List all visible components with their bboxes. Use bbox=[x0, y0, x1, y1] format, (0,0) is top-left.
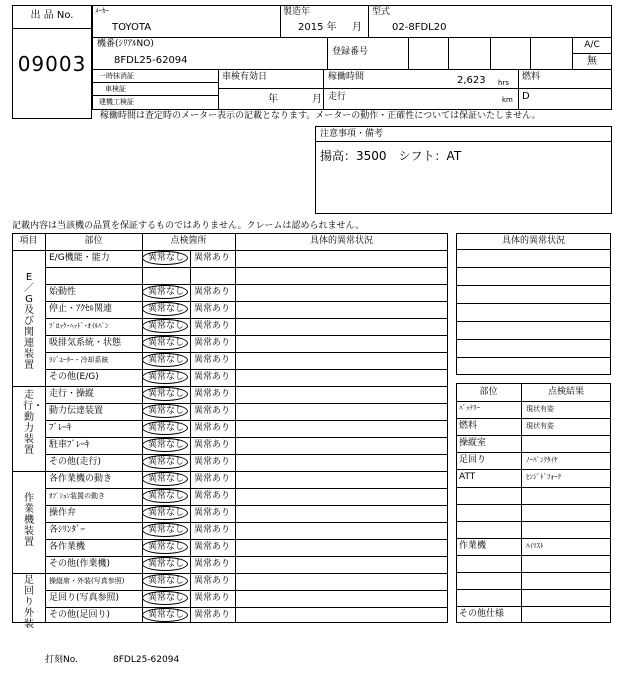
row-part-label: 操縦席・外装(写真参照) bbox=[49, 577, 125, 585]
table-row bbox=[45, 556, 448, 573]
table-row bbox=[45, 284, 448, 301]
row-part-label: E/G機能・能力 bbox=[49, 253, 110, 263]
serial-value: 8FDL25-62094 bbox=[114, 55, 188, 66]
result-part-label: 操縦室 bbox=[459, 438, 487, 449]
remarks-box bbox=[315, 126, 612, 214]
table-row bbox=[45, 386, 448, 403]
option-abnormal[interactable]: 異常あり bbox=[194, 287, 231, 297]
right-detail-table bbox=[456, 233, 611, 375]
vehicle-header bbox=[0, 0, 640, 125]
result-part-label: その他仕様 bbox=[459, 609, 505, 620]
row-part-label: ﾌﾞﾛｯｸ･ﾍｯﾄﾞ･ｵｲﾙﾊﾟﾝ bbox=[49, 322, 109, 330]
year-label: 製造年 bbox=[283, 7, 311, 17]
table-row bbox=[45, 590, 448, 607]
table-row bbox=[45, 454, 448, 471]
header-part: 部位 bbox=[84, 236, 103, 246]
option-abnormal[interactable]: 異常あり bbox=[194, 338, 231, 348]
table-row bbox=[45, 420, 448, 437]
row-part-label: その他(E/G) bbox=[49, 372, 99, 382]
inspection-year: 年 bbox=[268, 94, 278, 105]
option-normal[interactable]: 異常なし bbox=[148, 389, 185, 399]
meter-note: 稼働時間は査定時のメーター表示の記載となります。メーターの動作・正確性については保証いたしません。 bbox=[100, 111, 541, 121]
option-abnormal[interactable]: 異常あり bbox=[194, 321, 231, 331]
result-row bbox=[456, 555, 611, 572]
option-normal[interactable]: 異常なし bbox=[148, 440, 185, 450]
result-row bbox=[456, 606, 611, 623]
stamp-value: 8FDL25-62094 bbox=[113, 655, 180, 665]
cert-label-inspection: 車検証 bbox=[105, 85, 126, 93]
table-row bbox=[45, 573, 448, 590]
result-row bbox=[456, 589, 611, 606]
row-part-label: 始動性 bbox=[49, 287, 77, 297]
option-abnormal[interactable]: 異常あり bbox=[194, 525, 231, 535]
option-abnormal[interactable]: 異常あり bbox=[194, 372, 231, 382]
option-normal[interactable]: 異常なし bbox=[148, 338, 185, 348]
option-normal[interactable]: 異常なし bbox=[148, 253, 185, 263]
right-part-header: 部位 bbox=[479, 387, 498, 397]
result-value: 現状有姿 bbox=[526, 422, 554, 431]
option-abnormal[interactable]: 異常あり bbox=[194, 593, 231, 603]
hours-unit: hrs bbox=[498, 79, 509, 87]
result-part-label: 足回り bbox=[459, 455, 487, 466]
group-work: 作業機装置 bbox=[24, 493, 34, 548]
result-row bbox=[456, 452, 611, 469]
row-part-label: ﾗｼﾞｴｰﾀｰ・冷却系統 bbox=[49, 356, 109, 364]
mileage-label: 走行 bbox=[328, 92, 347, 102]
option-abnormal[interactable]: 異常あり bbox=[194, 457, 231, 467]
group-engine: E／G及び関連装置 bbox=[24, 272, 34, 371]
model-label: 型式 bbox=[372, 7, 391, 17]
result-row bbox=[456, 572, 611, 589]
option-abnormal[interactable]: 異常あり bbox=[194, 542, 231, 552]
option-normal[interactable]: 異常なし bbox=[148, 542, 185, 552]
result-row bbox=[456, 401, 611, 418]
table-row bbox=[45, 607, 448, 624]
row-part-label: 停止・ｱｸｾﾙ関連 bbox=[49, 304, 113, 314]
registration-label: 登録番号 bbox=[332, 47, 369, 57]
option-abnormal[interactable]: 異常あり bbox=[194, 559, 231, 569]
ac-label: A/C bbox=[584, 40, 600, 50]
row-part-label: ﾌﾞﾚｰｷ bbox=[49, 423, 72, 433]
row-part-label: 各ｼﾘﾝﾀﾞｰ bbox=[49, 525, 86, 535]
table-row bbox=[45, 522, 448, 539]
option-abnormal[interactable]: 異常あり bbox=[194, 423, 231, 433]
option-abnormal[interactable]: 異常あり bbox=[194, 576, 231, 586]
table-row bbox=[45, 267, 448, 284]
group-undercarriage: 足回り外装 bbox=[24, 575, 34, 630]
option-normal[interactable]: 異常なし bbox=[148, 559, 185, 569]
table-row bbox=[45, 437, 448, 454]
right-detail-header: 具体的異常状況 bbox=[501, 236, 565, 246]
fuel-label: 燃料 bbox=[522, 72, 541, 82]
result-part-label: ATT bbox=[459, 472, 476, 483]
result-row bbox=[456, 418, 611, 435]
table-row bbox=[45, 471, 448, 488]
maker-label: ﾒｰｶｰ bbox=[95, 7, 109, 15]
row-part-label: 各作業機 bbox=[49, 542, 86, 552]
option-abnormal[interactable]: 異常あり bbox=[194, 440, 231, 450]
lot-number: 09003 bbox=[17, 52, 87, 76]
row-part-label: その他(走行) bbox=[49, 457, 102, 467]
option-normal[interactable]: 異常なし bbox=[148, 491, 185, 501]
cert-label-temp: 一時抹消証 bbox=[99, 72, 134, 80]
ac-value: 無 bbox=[587, 56, 597, 67]
option-normal[interactable]: 異常なし bbox=[148, 355, 185, 365]
remarks-text: 揚高：3500 シフト：AT bbox=[320, 149, 462, 163]
result-value: ﾋﾝｼﾞﾄﾞﾌｫｰｸ bbox=[526, 473, 561, 482]
right-result-header: 点検結果 bbox=[547, 387, 584, 397]
row-part-label: その他(作業機) bbox=[49, 559, 111, 569]
option-normal[interactable]: 異常なし bbox=[148, 508, 185, 518]
result-row bbox=[456, 504, 611, 521]
stamp-label: 打刻No. bbox=[45, 655, 78, 665]
option-normal[interactable]: 異常なし bbox=[148, 287, 185, 297]
option-normal[interactable]: 異常なし bbox=[148, 423, 185, 433]
group-drive: 走行・動力装置 bbox=[23, 390, 43, 456]
result-row bbox=[456, 469, 611, 486]
table-row bbox=[45, 352, 448, 369]
row-part-label: 走行・操縦 bbox=[49, 389, 95, 399]
table-row bbox=[45, 403, 448, 420]
model-value: 02-8FDL20 bbox=[392, 22, 447, 33]
option-abnormal[interactable]: 異常あり bbox=[194, 355, 231, 365]
year-value: 2015 年 bbox=[298, 22, 337, 33]
result-value: ﾊｲﾏｽﾄ bbox=[526, 541, 544, 550]
result-row bbox=[456, 487, 611, 504]
disclaimer: 記載内容は当該機の品質を保証するものではありません。クレームは認められません。 bbox=[12, 221, 365, 231]
result-row bbox=[456, 538, 611, 555]
result-part-label: 燃料 bbox=[459, 421, 478, 432]
option-abnormal[interactable]: 異常あり bbox=[194, 304, 231, 314]
option-normal[interactable]: 異常なし bbox=[148, 304, 185, 314]
header-item: 項目 bbox=[19, 236, 38, 246]
row-part-label: 動力伝達装置 bbox=[49, 406, 104, 416]
hours-label: 稼働時間 bbox=[328, 72, 365, 82]
month-label: 月 bbox=[352, 22, 362, 33]
option-abnormal[interactable]: 異常あり bbox=[194, 491, 231, 501]
option-abnormal[interactable]: 異常あり bbox=[194, 474, 231, 484]
table-row bbox=[45, 369, 448, 386]
row-part-label: 操作弁 bbox=[49, 508, 77, 518]
serial-label: 機番(ｼﾘｱﾙNO) bbox=[97, 39, 154, 49]
result-value: 現状有姿 bbox=[526, 405, 554, 413]
result-part-label: 作業機 bbox=[459, 540, 487, 551]
option-normal[interactable]: 異常なし bbox=[148, 457, 185, 467]
header-check: 点検箇所 bbox=[170, 236, 207, 246]
table-row bbox=[45, 301, 448, 318]
table-row bbox=[45, 335, 448, 352]
table-row bbox=[45, 488, 448, 505]
option-abnormal[interactable]: 異常あり bbox=[194, 406, 231, 416]
maker-value: TOYOTA bbox=[112, 22, 152, 33]
row-part-label: 足回り(写真参照) bbox=[49, 593, 120, 603]
option-normal[interactable]: 異常なし bbox=[148, 406, 185, 416]
lot-label: 出 品 No. bbox=[30, 10, 74, 21]
option-abnormal[interactable]: 異常あり bbox=[194, 508, 231, 518]
option-abnormal[interactable]: 異常あり bbox=[194, 253, 231, 263]
row-part-label: 吸排気系統・状態 bbox=[49, 338, 122, 348]
result-row bbox=[456, 521, 611, 538]
table-row bbox=[45, 505, 448, 522]
row-part-label: 駐車ﾌﾞﾚｰｷ bbox=[49, 440, 90, 450]
option-abnormal[interactable]: 異常あり bbox=[194, 389, 231, 399]
inspection-label: 車検有効日 bbox=[222, 72, 268, 82]
km-unit: km bbox=[502, 96, 513, 104]
table-row bbox=[45, 539, 448, 556]
option-normal[interactable]: 異常なし bbox=[148, 321, 185, 331]
option-normal[interactable]: 異常なし bbox=[148, 372, 185, 382]
fuel-value: D bbox=[522, 91, 530, 102]
option-normal[interactable]: 異常なし bbox=[148, 525, 185, 535]
option-normal[interactable]: 異常なし bbox=[148, 576, 185, 586]
option-normal[interactable]: 異常なし bbox=[148, 610, 185, 620]
cert-label-machine: 建機工検証 bbox=[99, 98, 134, 106]
option-abnormal[interactable]: 異常あり bbox=[194, 610, 231, 620]
row-part-label: 各作業機の動き bbox=[49, 474, 113, 484]
result-row bbox=[456, 435, 611, 452]
option-normal[interactable]: 異常なし bbox=[148, 593, 185, 603]
table-row bbox=[45, 318, 448, 335]
hours-value: 2,623 bbox=[457, 75, 486, 86]
row-part-label: ｵﾌﾟｼｮﾝ装置の動き bbox=[49, 492, 105, 500]
result-value: ﾉｰﾊﾟﾝｸﾀｲﾔ bbox=[526, 456, 558, 465]
option-normal[interactable]: 異常なし bbox=[148, 474, 185, 484]
table-row bbox=[45, 250, 448, 267]
inspection-month: 月 bbox=[312, 94, 322, 105]
result-part-label: ﾊﾞｯﾃﾘｰ bbox=[459, 404, 480, 412]
header-detail: 具体的異常状況 bbox=[309, 236, 373, 246]
row-part-label: その他(足回り) bbox=[49, 610, 111, 620]
remarks-label: 注意事項・備考 bbox=[320, 129, 384, 139]
